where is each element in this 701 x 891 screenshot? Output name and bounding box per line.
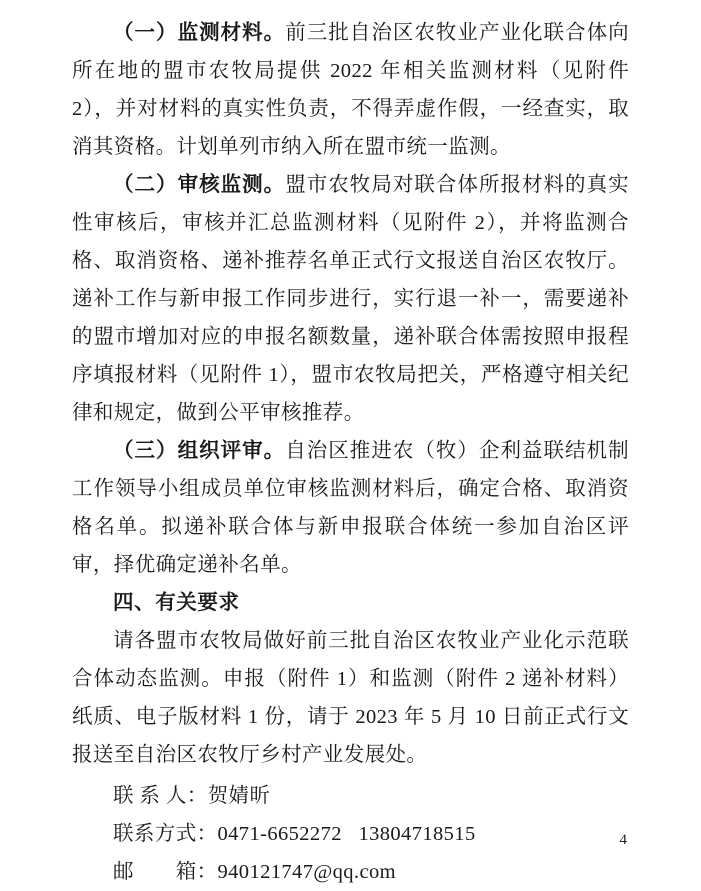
heading-relevant-requirements: 四、有关要求 — [113, 592, 240, 614]
paragraph-body-organize-review: 自治区推进农（牧）企利益联结机制工作领导小组成员单位审核监测材料后，确定合格、取消资格名单。拟递补联合体与新申报联合体统一参加自治区评审，择优确定递补名单。 — [72, 440, 630, 576]
contact-email: 邮 箱：940121747@qq.com — [113, 861, 396, 883]
paragraph-lead-organize-review: （三）组织评审。 — [113, 440, 286, 462]
paragraph-organize-review — [72, 432, 629, 584]
paragraph-body-monitoring-materials: 前三批自治区农牧业产业化联合体向所在地的盟市农牧局提供 2022 年相关监测材料（见附件 2），并对材料的真实性负责，不得弄虚作假，一经查实，取消其资格。计划单列市纳入所在盟市统一监测。 — [72, 22, 630, 158]
paragraph-review-monitoring — [72, 166, 629, 432]
paragraph-lead-review-monitoring: （二）审核监测。 — [113, 174, 286, 196]
contact-person: 联 系 人：贺婧昕 — [113, 785, 271, 807]
contact-phone: 联系方式：0471-6652272 13804718515 — [113, 823, 476, 845]
paragraph-monitoring-materials — [72, 14, 629, 166]
paragraph-submission-requirements: 请各盟市农牧局做好前三批自治区农牧业产业化示范联合体动态监测。申报（附件 1）和监测（附件 2 递补材料）纸质、电子版材料 1 份，请于 2023 年 5 月 10 日前正式行文报送至自治区农牧厅乡村产业发展处。 — [72, 630, 629, 766]
page-number: 4 — [619, 832, 627, 848]
paragraph-body-review-monitoring: 盟市农牧局对联合体所报材料的真实性审核后，审核并汇总监测材料（见附件 2），并将监测合格、取消资格、递补推荐名单正式行文报送自治区农牧厅。递补工作与新申报工作同步进行，实行退一补一，需要递补的盟市增加对应的申报名额数量，递补联合体需按照申报程序填报材料（见附件 1），盟市农牧局把关，严格遵守相关纪律和规定，做到公平审核推荐。 — [72, 174, 630, 424]
paragraph-lead-monitoring-materials: （一）监测材料。 — [113, 22, 286, 44]
